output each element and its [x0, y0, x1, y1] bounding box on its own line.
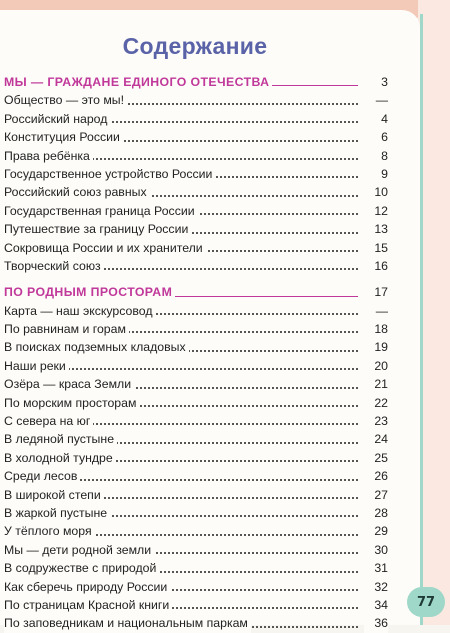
- toc-entry-page: —: [364, 91, 388, 109]
- toc-entry-title: В холодной тундре: [4, 449, 116, 467]
- toc-entry[interactable]: [4, 147, 388, 165]
- toc-entry[interactable]: [4, 486, 388, 504]
- toc-entry-title: Творческий союз: [4, 257, 104, 275]
- toc-entry-title: В поисках подземных кладовых: [4, 338, 189, 356]
- toc-entry-page: 13: [364, 220, 388, 238]
- toc-entry-page: 22: [364, 394, 388, 412]
- page-number: 77: [416, 594, 436, 610]
- toc-entry[interactable]: [4, 202, 388, 220]
- page-title: Содержание: [122, 33, 268, 59]
- toc-entry-title: По заповедникам и национальным паркам: [4, 614, 251, 632]
- toc-entry-page: 26: [364, 467, 388, 485]
- toc-entry-title: Сокровища России и их хранители: [4, 239, 206, 257]
- toc-entry[interactable]: [4, 467, 388, 485]
- toc-entry-title: Государственная граница России: [4, 202, 198, 220]
- toc-entry-title: Конституция России: [4, 128, 123, 146]
- toc-entry-page: —: [364, 302, 388, 320]
- toc-entry[interactable]: [4, 338, 388, 356]
- toc-entry[interactable]: [4, 578, 388, 596]
- toc-entry[interactable]: [4, 165, 388, 183]
- toc-entry-title: Права ребёнка: [4, 147, 93, 165]
- toc-entry-page: 19: [364, 338, 388, 356]
- toc-entry[interactable]: [4, 430, 388, 448]
- page-number-badge: [407, 587, 445, 617]
- toc-entry-page: 34: [364, 596, 388, 614]
- toc-entry-page: 23: [364, 412, 388, 430]
- toc-entry-page: 15: [364, 239, 388, 257]
- section-heading-row[interactable]: [4, 283, 388, 301]
- toc-entry[interactable]: [4, 239, 388, 257]
- toc-entry-title: Среди лесов: [4, 467, 80, 485]
- toc-entry-title: Российский народ: [4, 110, 110, 128]
- toc-entry-page: 24: [364, 430, 388, 448]
- toc-entry-title: В жаркой пустыне: [4, 504, 110, 522]
- toc-entry[interactable]: [4, 110, 388, 128]
- toc-entry-page: 16: [364, 257, 388, 275]
- toc-entry[interactable]: [4, 541, 388, 559]
- toc-entry[interactable]: [4, 522, 388, 540]
- section-1-list: [4, 91, 388, 275]
- toc-entry[interactable]: [4, 183, 388, 201]
- toc-entry[interactable]: [4, 91, 388, 109]
- section-heading-row[interactable]: [4, 73, 388, 91]
- toc-entry-title: У тёплого моря: [4, 522, 95, 540]
- toc-entry-title: Карта — наш экскурсовод: [4, 302, 156, 320]
- toc-entry-title: В содружестве с природой: [4, 559, 159, 577]
- toc-entry[interactable]: [4, 128, 388, 146]
- toc-entry-title: По страницам Красной книги: [4, 596, 172, 614]
- section-heading: МЫ — ГРАЖДАНЕ ЕДИНОГО ОТЕЧЕСТВА: [4, 73, 272, 91]
- toc-entry-page: 10: [364, 183, 388, 201]
- section-page: 17: [364, 283, 388, 301]
- toc-entry-title: Государственное устройство России: [4, 165, 215, 183]
- toc-entry-page: 36: [364, 614, 388, 632]
- toc-entry-title: В широкой степи: [4, 486, 104, 504]
- toc-entry[interactable]: [4, 614, 388, 632]
- toc-entry-page: 31: [364, 559, 388, 577]
- toc-entry-title: Мы — дети родной земли: [4, 541, 154, 559]
- right-accent-line: [420, 14, 423, 625]
- toc-entry-title: Наши реки: [4, 357, 69, 375]
- toc-entry[interactable]: [4, 257, 388, 275]
- toc-entry-page: 29: [364, 522, 388, 540]
- toc-entry-page: 20: [364, 357, 388, 375]
- toc-entry-page: 30: [364, 541, 388, 559]
- toc-entry[interactable]: [4, 412, 388, 430]
- section-page: 3: [364, 73, 388, 91]
- toc-entry-title: Российский союз равных: [4, 183, 150, 201]
- toc-entry[interactable]: [4, 596, 388, 614]
- toc-entry-title: Путешествие за границу России: [4, 220, 191, 238]
- toc-entry-page: 25: [364, 449, 388, 467]
- section-heading: ПО РОДНЫМ ПРОСТОРАМ: [4, 283, 175, 301]
- toc-entry-title: С севера на юг: [4, 412, 93, 430]
- toc-entry-title: В ледяной пустыне: [4, 430, 117, 448]
- toc-entry-page: 8: [364, 147, 388, 165]
- toc-entry[interactable]: [4, 302, 388, 320]
- toc-entry-page: 18: [364, 320, 388, 338]
- toc-entry-title: Озёра — краса Земли: [4, 375, 134, 393]
- toc-entry[interactable]: [4, 559, 388, 577]
- section-2-list: [4, 302, 388, 633]
- toc-entry-page: 28: [364, 504, 388, 522]
- toc-entry[interactable]: [4, 220, 388, 238]
- toc-entry[interactable]: [4, 449, 388, 467]
- toc-entry-page: 9: [364, 165, 388, 183]
- toc-entry-title: По равнинам и горам: [4, 320, 129, 338]
- toc-entry-title: Общество — это мы!: [4, 91, 127, 109]
- toc-entry-page: 27: [364, 486, 388, 504]
- toc-entry-title: По морским просторам: [4, 394, 139, 412]
- toc-entry[interactable]: [4, 504, 388, 522]
- toc-entry-page: 4: [364, 110, 388, 128]
- toc-entry-page: 12: [364, 202, 388, 220]
- toc-entry[interactable]: [4, 394, 388, 412]
- toc-entry[interactable]: [4, 320, 388, 338]
- toc-entry-title: Как сберечь природу России: [4, 578, 170, 596]
- toc-entry-page: 32: [364, 578, 388, 596]
- toc-entry-page: 6: [364, 128, 388, 146]
- toc-entry[interactable]: [4, 375, 388, 393]
- toc-entry[interactable]: [4, 357, 388, 375]
- table-of-contents: [4, 73, 388, 633]
- toc-entry-page: 21: [364, 375, 388, 393]
